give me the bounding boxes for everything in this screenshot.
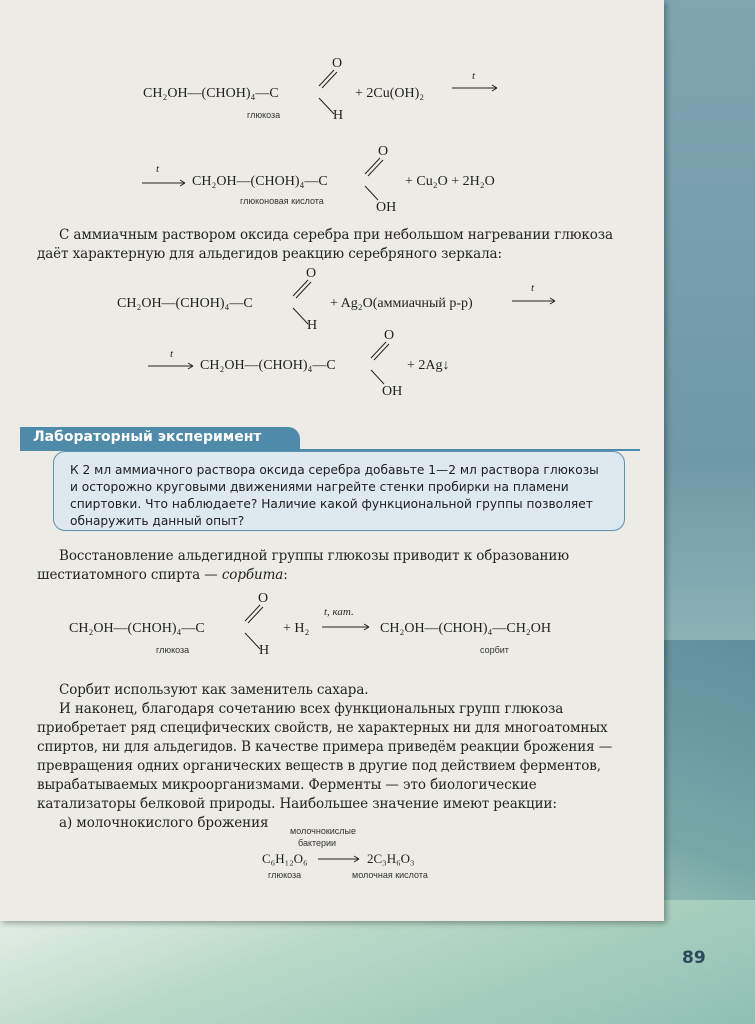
eq5-label-glucose: глюкоза (156, 645, 190, 655)
eq2-rest: + Cu₂O + 2H₂O (405, 174, 495, 189)
eq3-arrow (512, 297, 560, 305)
term-sorbitol: сорбита (221, 567, 284, 583)
eq6-condition-2: бактерии (298, 838, 337, 848)
paragraph-fermentation (37, 681, 635, 833)
eq4-t: t (170, 348, 174, 360)
eq2-t: t (156, 163, 160, 175)
eq2-product: CH₂OH—(CHOH)₄—C (192, 174, 328, 189)
eq5-arrow (322, 623, 374, 631)
eq3-hydrogen: H (307, 318, 318, 333)
eq3-oxygen: O (306, 266, 317, 281)
eq1-reagent: + 2Cu(OH)₂ (355, 86, 425, 101)
eq4-hydroxyl: OH (382, 384, 403, 399)
eq5-oxygen: O (258, 591, 269, 606)
eq1-label: глюкоза (247, 110, 281, 120)
eq5-label-sorbitol: сорбит (480, 645, 509, 655)
eq6-lhs: C₆H₁₂O₆ (262, 851, 308, 866)
eq2-arrow (142, 179, 190, 187)
eq4-oxygen: O (384, 328, 395, 343)
eq1-arrow (452, 84, 502, 92)
eq1-t: t (472, 70, 476, 82)
eq6-rhs: 2C₃H₆O₃ (367, 851, 415, 866)
eq5-hydrogen: H (259, 643, 270, 658)
eq3-lhs: CH₂OH—(CHOH)₄—C (117, 296, 253, 311)
eq5-product: CH₂OH—(CHOH)₄—CH₂OH (380, 621, 551, 636)
eq1-oxygen: O (332, 56, 343, 71)
lab-title: Лабораторный эксперимент (33, 429, 262, 445)
eq2-hydroxyl: OH (376, 200, 397, 215)
eq2-label: глюконовая кислота (240, 196, 324, 206)
paragraph-silver-mirror: С аммиачным раствором оксида серебра при небольшом нагревании глюкоза даёт характерную для альдегидов реакцию серебряного зеркала: (37, 227, 613, 262)
lab-text: К 2 мл аммиачного раствора оксида серебра добавьте 1—2 мл раствора глюкозы и осторожно круговыми движениями нагрейте стенки пробирки на пламени спиртовки. Что наблюдаете? Наличие какой функциональной группы позволяет обнаружить данный опыт? (70, 463, 599, 528)
item-lactic-fermentation: а) молочнокислого брожения (59, 815, 269, 831)
paragraph-sugar-substitute: Сорбит используют как заменитель сахара. (59, 682, 369, 698)
eq1-hydrogen: H (333, 108, 344, 123)
eq5-reagent: + H₂ (283, 621, 310, 636)
eq4-arrow (148, 362, 198, 370)
lab-box (53, 451, 625, 531)
eq5-bonds (236, 597, 276, 657)
page-number: 89 (682, 948, 706, 968)
eq4-product: CH₂OH—(CHOH)₄—C (200, 358, 336, 373)
eq5-condition: t, кат. (324, 606, 354, 618)
paragraph-properties: И наконец, благодаря сочетанию всех функциональных групп глюкоза приобретает ряд специфических свойств, не характерных ни для многоатомных спиртов, ни для альдегидов. В качестве примера приведём реакции брожения — превращения одних органических веществ в другие под действием ферментов, вырабатываемых микроорганизмами. Ферменты — это биологические катализаторы белковой природы. Наибольшее значение имеют реакции: (37, 701, 613, 812)
eq3-reagent: + Ag₂O(аммиачный р-р) (330, 296, 473, 311)
paragraph-sorbitol: Восстановление альдегидной группы глюкозы приводит к образованию шестиатомного спирта — сорбита: (37, 548, 569, 583)
eq3-bonds (284, 272, 324, 332)
eq6-condition-1: молочнокислые (290, 826, 357, 836)
eq1-bonds (310, 62, 350, 122)
eq6-label-glucose: глюкоза (268, 870, 302, 880)
eq3-t: t (531, 282, 535, 294)
eq5-lhs: CH₂OH—(CHOH)₄—C (69, 621, 205, 636)
eq2-oxygen: O (378, 144, 389, 159)
eq6-label-lactic-acid: молочная кислота (352, 870, 428, 880)
eq6-arrow (318, 855, 364, 863)
eq1-lhs: CH₂OH—(CHOH)₄—C (143, 86, 279, 101)
eq4-rest: + 2Ag↓ (407, 358, 450, 373)
